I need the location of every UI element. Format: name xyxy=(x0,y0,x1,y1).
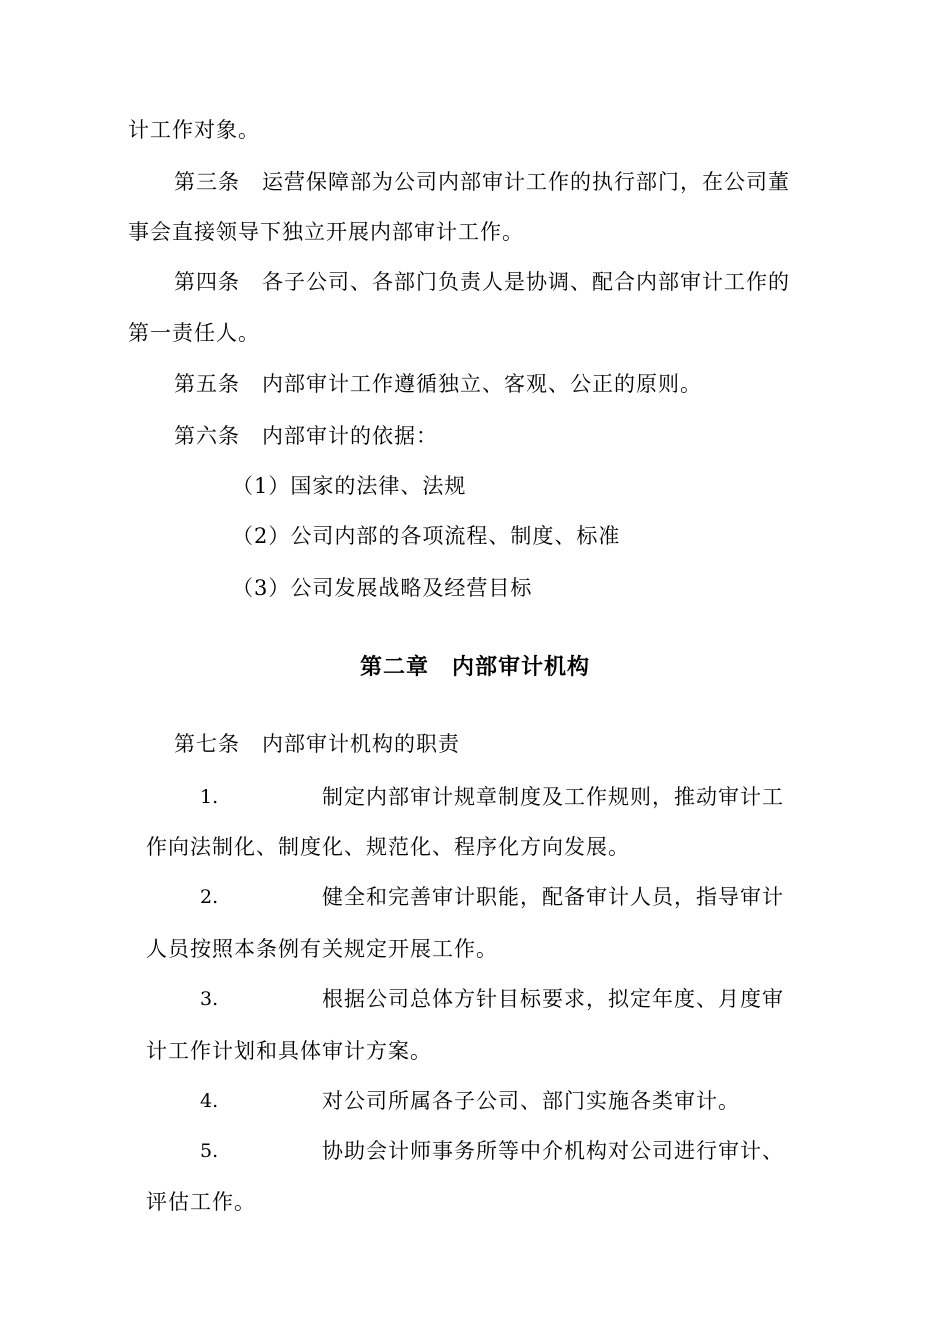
basis-item-3: （3）公司发展战略及经营目标 xyxy=(232,576,533,600)
duty-number: 1. xyxy=(200,786,219,808)
duty-5-line-2: 评估工作。 xyxy=(146,1190,256,1214)
duty-3-line-2: 计工作计划和具体审计方案。 xyxy=(146,1039,432,1063)
duty-1-line-2: 作向法制化、制度化、规范化、程序化方向发展。 xyxy=(146,835,630,859)
article-5: 第五条 内部审计工作遵循独立、客观、公正的原则。 xyxy=(174,372,702,396)
duty-number: 2. xyxy=(200,886,219,908)
article-3-line-1: 第三条 运营保障部为公司内部审计工作的执行部门，在公司董 xyxy=(174,170,790,194)
duty-5-line-1: 协助会计师事务所等中介机构对公司进行审计、 xyxy=(322,1139,784,1163)
duty-3-line-1: 根据公司总体方针目标要求，拟定年度、月度审 xyxy=(322,987,784,1011)
article-4-line-2: 第一责任人。 xyxy=(128,321,260,345)
text-line: 计工作对象。 xyxy=(128,118,260,142)
article-7: 第七条 内部审计机构的职责 xyxy=(174,732,460,756)
duty-number: 3. xyxy=(200,988,219,1010)
duty-1-line-1: 制定内部审计规章制度及工作规则，推动审计工 xyxy=(322,785,784,809)
article-4-line-1: 第四条 各子公司、各部门负责人是协调、配合内部审计工作的 xyxy=(174,270,790,294)
duty-number: 5. xyxy=(200,1140,219,1162)
chapter-title: 第二章 内部审计机构 xyxy=(359,654,590,680)
duty-2-line-2: 人员按照本条例有关规定开展工作。 xyxy=(146,937,498,961)
duty-4-line-1: 对公司所属各子公司、部门实施各类审计。 xyxy=(322,1089,740,1113)
basis-item-1: （1）国家的法律、法规 xyxy=(232,474,467,498)
basis-item-2: （2）公司内部的各项流程、制度、标准 xyxy=(232,524,621,548)
article-6: 第六条 内部审计的依据： xyxy=(174,424,438,448)
duty-number: 4. xyxy=(200,1090,219,1112)
article-3-line-2: 事会直接领导下独立开展内部审计工作。 xyxy=(128,220,524,244)
duty-2-line-1: 健全和完善审计职能，配备审计人员，指导审计 xyxy=(322,885,784,909)
